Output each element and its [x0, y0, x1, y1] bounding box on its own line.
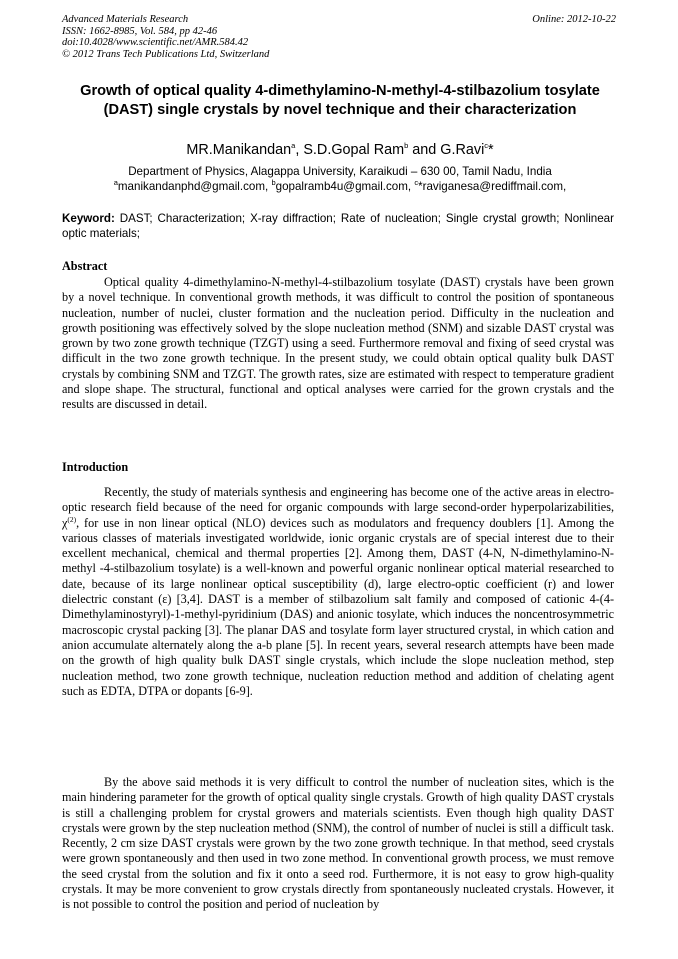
- running-header: [62, 14, 618, 60]
- journal-name: Advanced Materials Research: [62, 14, 189, 25]
- paper-title: Growth of optical quality 4-dimethylamino-N-methyl-4-stilbazolium tosylate (DAST) single crystals by novel technique and their characterization: [80, 83, 600, 118]
- email-mark: a: [113, 178, 118, 188]
- author-name: S.D.Gopal Ram: [303, 142, 405, 158]
- paragraph-text: , for use in non linear optical (NLO) devices such as modulators and frequency doublers [1]. Among the various classes of materials investigated worldwide, ionic organic crystals are of special interest due to their excellent mechanical, chemical and thermal properties [2]. Among them, DAST (4-N, N-dimethylamino-N-methyl -4-stilbazolium tosylate) is a well-known and powerful organic nonlinear optical material researched to date, because of its large nonlinear optical susceptibility (d), large electro-optic coefficient (r) and lower dielectric constant (ε) [3,4]. DAST is a member of stilbazolium salt family and composed of cationic 4-(4-Dimethylaminostyryl)-1-methyl-pyridinium (DAS) and anionic tosylate, which induces the noncentrosymmetric macroscopic crystal packing [3]. The planar DAS and tosylate form layer structured crystal, in which cation and anion accumulate alternately along the a-b plane [5]. In recent years, several research attempts have been made on the growth of high quality bulk DAST single crystals, which include the slope nucleation method, step nucleation method, two zone growth technique, nucleation reduction method and addition of chelating agent such as EDTA, DTPA or dopants [6-9].: [62, 515, 614, 698]
- introduction-paragraph: [62, 485, 614, 699]
- affiliation-block: [62, 164, 618, 194]
- keywords-text: DAST; Characterization; X-ray diffraction; Rate of nucleation; Single crystal growth; Nonlinear optic materials;: [62, 212, 614, 240]
- superscript: (2): [67, 514, 77, 524]
- email-mark: c: [414, 178, 419, 188]
- email-address[interactable]: gopalramb4u@gmail.com,: [275, 180, 415, 193]
- introduction-heading: Introduction: [62, 460, 129, 474]
- abstract-heading: Abstract: [62, 259, 108, 273]
- email-address[interactable]: manikandanphd@gmail.com,: [117, 180, 272, 193]
- doi-line: doi:10.4028/www.scientific.net/AMR.584.42: [62, 37, 249, 48]
- paragraph-text: Recently, the study of materials synthesis and engineering has become one of the active areas in electro-optic research field because of the need for organic compounds with large second-order hyperpolarizabilities, χ: [62, 485, 614, 530]
- email-mark: b: [271, 178, 276, 188]
- copyright-line: © 2012 Trans Tech Publications Ltd, Switzerland: [62, 48, 270, 60]
- author-name: MR.Manikandan: [186, 142, 292, 158]
- author-affiliation-mark: c: [484, 141, 489, 151]
- keywords: [62, 211, 614, 241]
- issn-line: ISSN: 1662-8985, Vol. 584, pp 42-46: [62, 25, 218, 37]
- author-name: G.Ravi: [440, 142, 485, 158]
- author-affiliation-mark: b: [404, 141, 409, 151]
- abstract-text: Optical quality 4-dimethylamino-N-methyl-4-stilbazolium tosylate (DAST) crystals have been grown by a novel technique. In conventional growth methods, it was difficult to control the position of spontaneous nucleation, number of nuclei, cluster formation and the nucleation period. Difficulty in the nucleation and growth positioning was effectively solved by the slope nucleation method (SNM) and sizable DAST crystal was grown by two zone growth technique (TZGT) using a seed. Furthermore removal and fixing of seed crystal was difficult in the two zone growth technique. In the present study, we could obtain optical quality bulk DAST crystals by combining SNM and TZGT. The growth rates, size are estimated with respect to temperature gradient and slope shape. The structural, functional and optical analyses were carried for the grown crystals and the results are discussed in detail.: [62, 275, 614, 412]
- online-date: Online: 2012-10-22: [532, 14, 616, 25]
- email-address[interactable]: *raviganesa@rediffmail.com,: [418, 180, 567, 193]
- introduction-paragraph: By the above said methods it is very difficult to control the number of nucleation sites, which is the main hindering parameter for the growth of optical quality single crystals. Growth of high quality DAST crystals is still a challenging problem for crystal growers and materials scientists. Even though high quality DAST crystals were grown by the step nucleation method (SNM), the control of number of nuclei is still a difficult task. Recently, 2 cm size DAST crystals were grown by the two zone growth technique. In that method, seed crystals were grown spontaneously and then used in two zone method. In conventional growth process, we must remove the seed crystal from the solution and fix it onto a seed rod. Furthermore, it is not easy to grow high-quality crystals. It may be more convenient to grow crystals directly from spontaneously nucleated crystals. However, it is not possible to control the position and period of nucleation by: [62, 775, 614, 912]
- author-list: [62, 141, 618, 159]
- author-separator: and: [408, 142, 441, 158]
- email-line: [62, 179, 618, 194]
- corresponding-author-mark: *: [488, 142, 494, 158]
- author-separator: ,: [295, 142, 304, 158]
- keywords-label: Keyword:: [62, 212, 115, 225]
- author-affiliation-mark: a: [291, 141, 296, 151]
- department-line: Department of Physics, Alagappa University, Karaikudi – 630 00, Tamil Nadu, India: [128, 165, 552, 178]
